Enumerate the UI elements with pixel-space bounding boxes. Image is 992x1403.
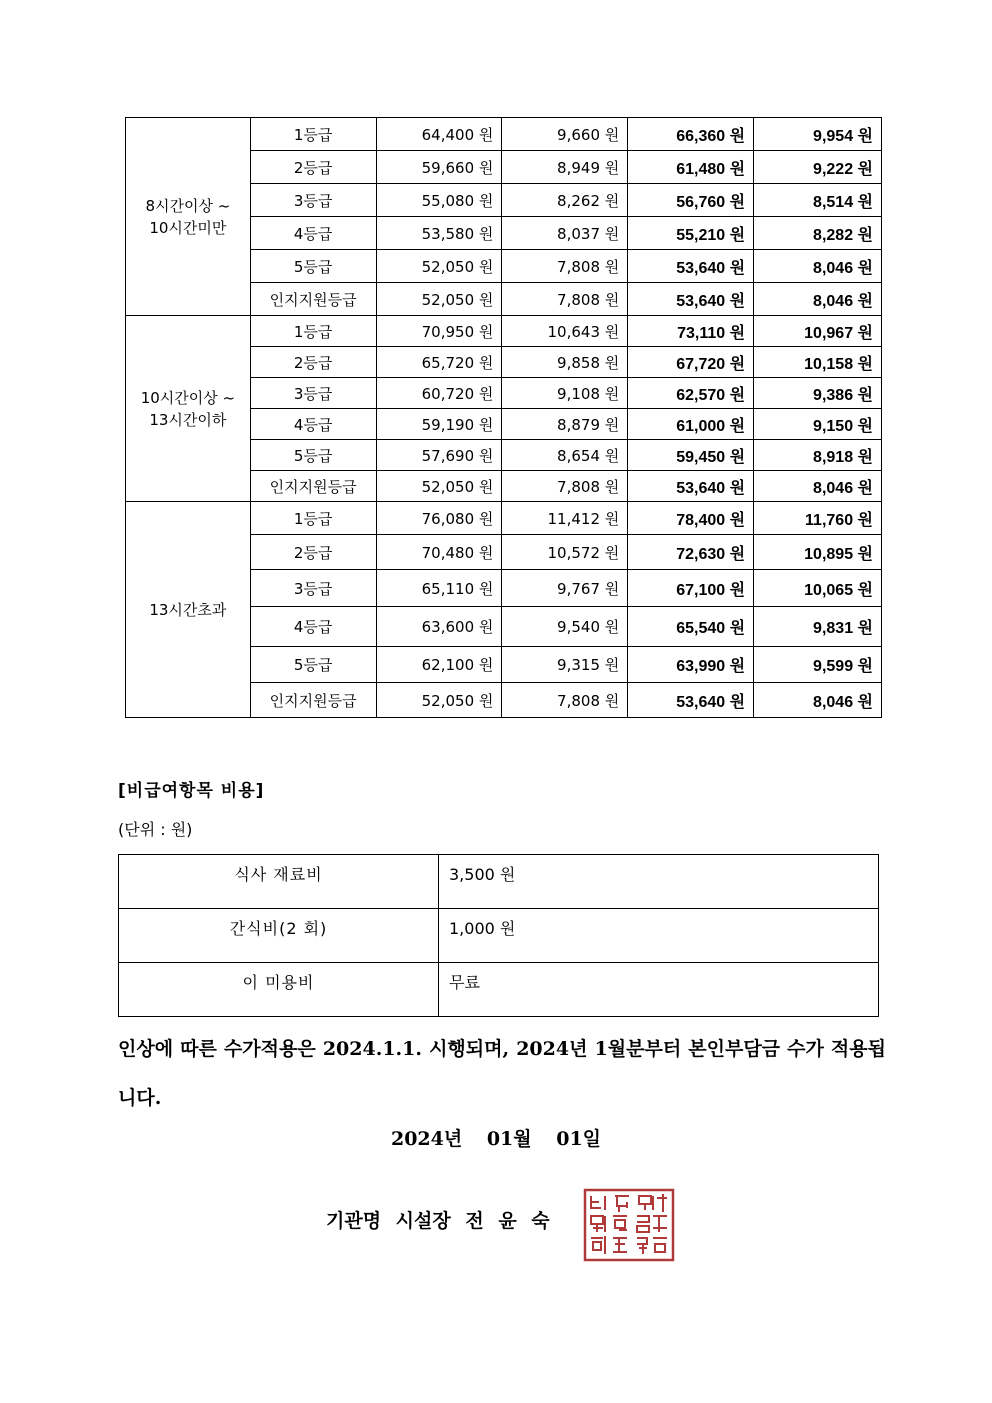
fee-cell: 60,720 원: [376, 378, 502, 409]
new-fee-cell: 63,990 원: [628, 647, 754, 683]
grade-cell: 2등급: [250, 347, 376, 378]
time-range-cell: [126, 316, 251, 502]
new-copay-cell: 9,222 원: [754, 151, 882, 184]
table-row: [119, 963, 879, 1017]
copay-cell: 8,654 원: [502, 440, 628, 471]
fee-table-body: [126, 118, 882, 718]
grade-cell: 5등급: [250, 440, 376, 471]
new-fee-cell: 67,720 원: [628, 347, 754, 378]
copay-cell: 8,037 원: [502, 217, 628, 250]
grade-cell: 3등급: [250, 570, 376, 607]
copay-cell: 11,412 원: [502, 502, 628, 535]
new-fee-cell: 72,630 원: [628, 535, 754, 570]
new-fee-cell: 59,450 원: [628, 440, 754, 471]
new-fee-cell: 78,400 원: [628, 502, 754, 535]
non-benefit-title: [비급여항목 비용]: [118, 781, 265, 801]
grade-cell: 1등급: [250, 316, 376, 347]
fee-cell: 53,580 원: [376, 217, 502, 250]
non-benefit-table: [118, 854, 879, 1017]
new-fee-cell: 73,110 원: [628, 316, 754, 347]
new-fee-cell: 67,100 원: [628, 570, 754, 607]
fee-cell: 65,110 원: [376, 570, 502, 607]
fee-cell: 70,950 원: [376, 316, 502, 347]
new-copay-cell: 8,046 원: [754, 683, 882, 718]
fee-cell: 64,400 원: [376, 118, 502, 151]
fee-cell: 52,050 원: [376, 250, 502, 283]
time-range-label: 10시간미만: [149, 218, 227, 237]
table-row: [126, 316, 882, 347]
new-copay-cell: 10,065 원: [754, 570, 882, 607]
copay-cell: 8,262 원: [502, 184, 628, 217]
copay-cell: 9,108 원: [502, 378, 628, 409]
copay-cell: 9,540 원: [502, 607, 628, 647]
table-row: [119, 909, 879, 963]
copay-cell: 10,572 원: [502, 535, 628, 570]
time-range-label: 10시간이상 ~: [140, 388, 236, 407]
new-copay-cell: 10,158 원: [754, 347, 882, 378]
new-copay-cell: 8,046 원: [754, 250, 882, 283]
new-fee-cell: 66,360 원: [628, 118, 754, 151]
copay-cell: 7,808 원: [502, 250, 628, 283]
fee-cell: 59,660 원: [376, 151, 502, 184]
grade-cell: 3등급: [250, 378, 376, 409]
copay-cell: 9,767 원: [502, 570, 628, 607]
item-value: 3,500 원: [439, 855, 879, 909]
fee-cell: 76,080 원: [376, 502, 502, 535]
grade-cell: 1등급: [250, 502, 376, 535]
document-date: 2024년 01월 01일: [390, 1128, 602, 1150]
new-copay-cell: 9,831 원: [754, 607, 882, 647]
notice-text: 인상에 따른 수가적용은 2024.1.1. 시행되며, 2024년 1월분부터 본인부담금 수가 적용됩니다.: [118, 1038, 886, 1109]
copay-cell: 8,879 원: [502, 409, 628, 440]
fee-cell: 59,190 원: [376, 409, 502, 440]
grade-cell: 인지지원등급: [250, 683, 376, 718]
fee-cell: 52,050 원: [376, 283, 502, 316]
copay-cell: 7,808 원: [502, 471, 628, 502]
new-copay-cell: 8,046 원: [754, 471, 882, 502]
new-copay-cell: 9,386 원: [754, 378, 882, 409]
grade-cell: 5등급: [250, 647, 376, 683]
table-row: [126, 118, 882, 151]
grade-cell: 5등급: [250, 250, 376, 283]
grade-cell: 4등급: [250, 217, 376, 250]
grade-cell: 4등급: [250, 409, 376, 440]
new-copay-cell: 8,282 원: [754, 217, 882, 250]
copay-cell: 9,660 원: [502, 118, 628, 151]
copay-cell: 7,808 원: [502, 683, 628, 718]
new-copay-cell: 8,918 원: [754, 440, 882, 471]
new-copay-cell: 8,046 원: [754, 283, 882, 316]
new-fee-cell: 62,570 원: [628, 378, 754, 409]
official-seal-stamp: [583, 1188, 675, 1262]
grade-cell: 인지지원등급: [250, 283, 376, 316]
new-fee-cell: 53,640 원: [628, 283, 754, 316]
time-range-label: 13시간이하: [149, 410, 227, 429]
grade-cell: 1등급: [250, 118, 376, 151]
item-name: 식사 재료비: [119, 855, 439, 909]
new-copay-cell: 9,954 원: [754, 118, 882, 151]
grade-cell: 2등급: [250, 151, 376, 184]
new-copay-cell: 10,967 원: [754, 316, 882, 347]
fee-cell: 52,050 원: [376, 471, 502, 502]
copay-cell: 7,808 원: [502, 283, 628, 316]
fee-cell: 57,690 원: [376, 440, 502, 471]
new-fee-cell: 56,760 원: [628, 184, 754, 217]
fee-cell: 52,050 원: [376, 683, 502, 718]
unit-label: (단위 : 원): [118, 820, 193, 839]
table-row: [119, 855, 879, 909]
new-copay-cell: 8,514 원: [754, 184, 882, 217]
copay-cell: 8,949 원: [502, 151, 628, 184]
time-range-label: 8시간이상 ~: [145, 196, 231, 215]
new-copay-cell: 9,150 원: [754, 409, 882, 440]
new-fee-cell: 53,640 원: [628, 471, 754, 502]
item-value: 무료: [439, 963, 879, 1017]
copay-cell: 9,858 원: [502, 347, 628, 378]
grade-cell: 4등급: [250, 607, 376, 647]
fee-cell: 55,080 원: [376, 184, 502, 217]
new-copay-cell: 11,760 원: [754, 502, 882, 535]
fee-cell: 62,100 원: [376, 647, 502, 683]
grade-cell: 3등급: [250, 184, 376, 217]
table-row: [126, 502, 882, 535]
new-fee-cell: 65,540 원: [628, 607, 754, 647]
new-fee-cell: 55,210 원: [628, 217, 754, 250]
item-name: 이 미용비: [119, 963, 439, 1017]
fee-table: [125, 117, 882, 718]
fee-cell: 65,720 원: [376, 347, 502, 378]
grade-cell: 2등급: [250, 535, 376, 570]
new-copay-cell: 9,599 원: [754, 647, 882, 683]
item-name: 간식비(2 회): [119, 909, 439, 963]
new-fee-cell: 53,640 원: [628, 683, 754, 718]
copay-cell: 10,643 원: [502, 316, 628, 347]
new-fee-cell: 53,640 원: [628, 250, 754, 283]
time-range-label: 13시간초과: [149, 600, 227, 619]
copay-cell: 9,315 원: [502, 647, 628, 683]
item-value: 1,000 원: [439, 909, 879, 963]
grade-cell: 인지지원등급: [250, 471, 376, 502]
time-range-cell: [126, 502, 251, 718]
fee-cell: 70,480 원: [376, 535, 502, 570]
new-fee-cell: 61,000 원: [628, 409, 754, 440]
new-copay-cell: 10,895 원: [754, 535, 882, 570]
signer-line: 기관명 시설장 전 윤 숙: [326, 1210, 550, 1232]
fee-cell: 63,600 원: [376, 607, 502, 647]
time-range-cell: [126, 118, 251, 316]
new-fee-cell: 61,480 원: [628, 151, 754, 184]
